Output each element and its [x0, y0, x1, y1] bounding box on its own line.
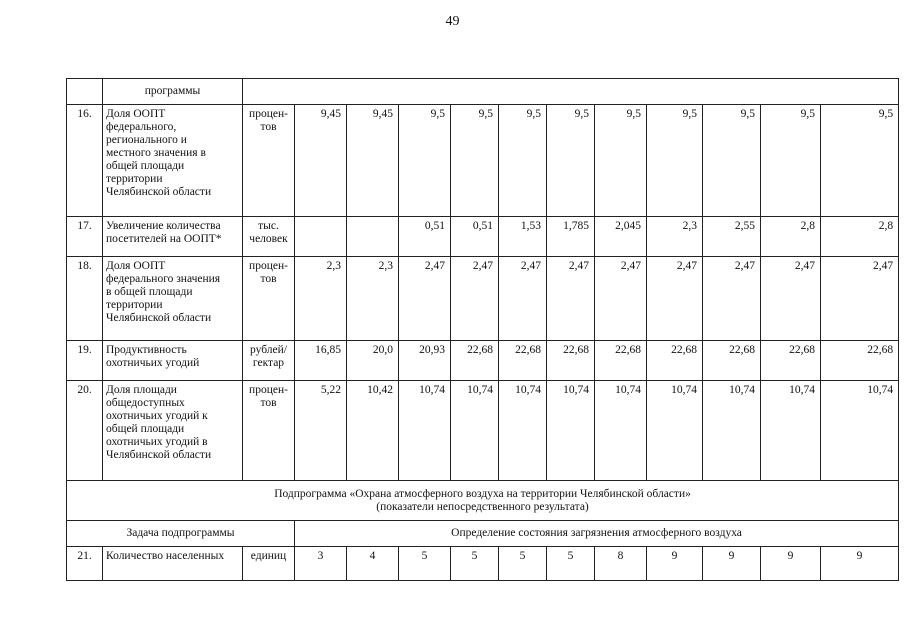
value-cell: 2,3 — [347, 257, 399, 341]
value-cell: 9,45 — [295, 105, 347, 217]
table-row — [67, 105, 899, 217]
value-cell: 8 — [595, 547, 647, 581]
unit-cell: процен- тов — [243, 105, 295, 217]
value-cell: 9,45 — [347, 105, 399, 217]
row-label: программы — [103, 79, 243, 105]
value-cell: 10,74 — [821, 381, 899, 481]
indicators-table — [66, 78, 899, 581]
table-row — [67, 257, 899, 341]
row-number: 21. — [67, 547, 103, 581]
table-row — [67, 547, 899, 581]
task-text: Определение состояния загрязнения атмосферного воздуха — [295, 521, 899, 547]
value-cell: 2,47 — [761, 257, 821, 341]
value-cell: 5 — [399, 547, 451, 581]
value-cell: 10,74 — [499, 381, 547, 481]
unit-cell: рублей/ гектар — [243, 341, 295, 381]
indicator-name: Продуктивность охотничьих угодий — [103, 341, 243, 381]
value-cell: 10,74 — [595, 381, 647, 481]
value-cell: 4 — [347, 547, 399, 581]
unit-cell: тыс. человек — [243, 217, 295, 257]
value-cell: 2,3 — [295, 257, 347, 341]
value-cell — [295, 217, 347, 257]
value-cell: 22,68 — [499, 341, 547, 381]
value-cell: 9 — [821, 547, 899, 581]
value-cell: 22,68 — [547, 341, 595, 381]
table-row — [67, 381, 899, 481]
value-cell: 10,74 — [399, 381, 451, 481]
value-cell: 5 — [499, 547, 547, 581]
value-cell: 9,5 — [547, 105, 595, 217]
value-cell: 3 — [295, 547, 347, 581]
value-cell: 9,5 — [595, 105, 647, 217]
value-cell: 5 — [547, 547, 595, 581]
indicator-name: Доля ООПТ федерального, регионального и местного значения в общей площади территории Челябинской области — [103, 105, 243, 217]
value-cell: 2,045 — [595, 217, 647, 257]
value-cell: 0,51 — [451, 217, 499, 257]
value-cell: 5 — [451, 547, 499, 581]
unit-cell: процен- тов — [243, 257, 295, 341]
value-cell: 22,68 — [761, 341, 821, 381]
value-cell: 16,85 — [295, 341, 347, 381]
value-cell: 2,55 — [703, 217, 761, 257]
row-number: 16. — [67, 105, 103, 217]
value-cell: 10,74 — [547, 381, 595, 481]
indicator-name: Количество населенных — [103, 547, 243, 581]
row-number: 20. — [67, 381, 103, 481]
value-cell — [347, 217, 399, 257]
value-cell: 9 — [761, 547, 821, 581]
value-cell: 2,8 — [821, 217, 899, 257]
task-row — [67, 521, 899, 547]
value-cell: 9 — [647, 547, 703, 581]
unit-cell: единиц — [243, 547, 295, 581]
value-cell: 22,68 — [451, 341, 499, 381]
page-number: 49 — [445, 14, 460, 29]
value-cell: 20,0 — [347, 341, 399, 381]
value-cell: 9,5 — [821, 105, 899, 217]
value-cell: 9,5 — [761, 105, 821, 217]
value-cell: 2,47 — [547, 257, 595, 341]
unit-cell: процен- тов — [243, 381, 295, 481]
value-cell: 2,3 — [647, 217, 703, 257]
value-cell: 2,47 — [499, 257, 547, 341]
value-cell: 1,785 — [547, 217, 595, 257]
value-cell: 10,42 — [347, 381, 399, 481]
value-cell: 10,74 — [451, 381, 499, 481]
value-cell: 9,5 — [399, 105, 451, 217]
value-cell: 2,47 — [451, 257, 499, 341]
row-number: 18. — [67, 257, 103, 341]
value-cell: 22,68 — [703, 341, 761, 381]
value-cell: 2,47 — [821, 257, 899, 341]
value-cell: 2,47 — [595, 257, 647, 341]
value-cell: 20,93 — [399, 341, 451, 381]
task-label: Задача подпрограммы — [67, 521, 295, 547]
table-row — [67, 217, 899, 257]
value-cell: 2,47 — [703, 257, 761, 341]
indicator-name: Доля площади общедоступных охотничьих угодий к общей площади охотничьих угодий в Челябинской области — [103, 381, 243, 481]
indicator-name: Увеличение количества посетителей на ООПТ* — [103, 217, 243, 257]
value-cell: 9,5 — [703, 105, 761, 217]
value-cell: 9,5 — [499, 105, 547, 217]
value-cell: 2,8 — [761, 217, 821, 257]
value-cell: 5,22 — [295, 381, 347, 481]
value-cell: 2,47 — [647, 257, 703, 341]
value-cell: 9 — [703, 547, 761, 581]
table-row — [67, 79, 899, 105]
subprogram-heading: Подпрограмма «Охрана атмосферного воздуха на территории Челябинской области» (показатели непосредственного результата) — [67, 481, 899, 521]
value-cell: 9,5 — [451, 105, 499, 217]
value-cell: 10,74 — [703, 381, 761, 481]
value-cell: 0,51 — [399, 217, 451, 257]
value-cell: 22,68 — [821, 341, 899, 381]
value-cell: 22,68 — [595, 341, 647, 381]
row-number: 17. — [67, 217, 103, 257]
value-cell: 9,5 — [647, 105, 703, 217]
value-cell: 1,53 — [499, 217, 547, 257]
value-cell: 10,74 — [647, 381, 703, 481]
indicator-name: Доля ООПТ федерального значения в общей площади территории Челябинской области — [103, 257, 243, 341]
row-number: 19. — [67, 341, 103, 381]
value-cell: 22,68 — [647, 341, 703, 381]
value-cell: 10,74 — [761, 381, 821, 481]
table-row — [67, 341, 899, 381]
subprogram-row — [67, 481, 899, 521]
value-cell: 2,47 — [399, 257, 451, 341]
